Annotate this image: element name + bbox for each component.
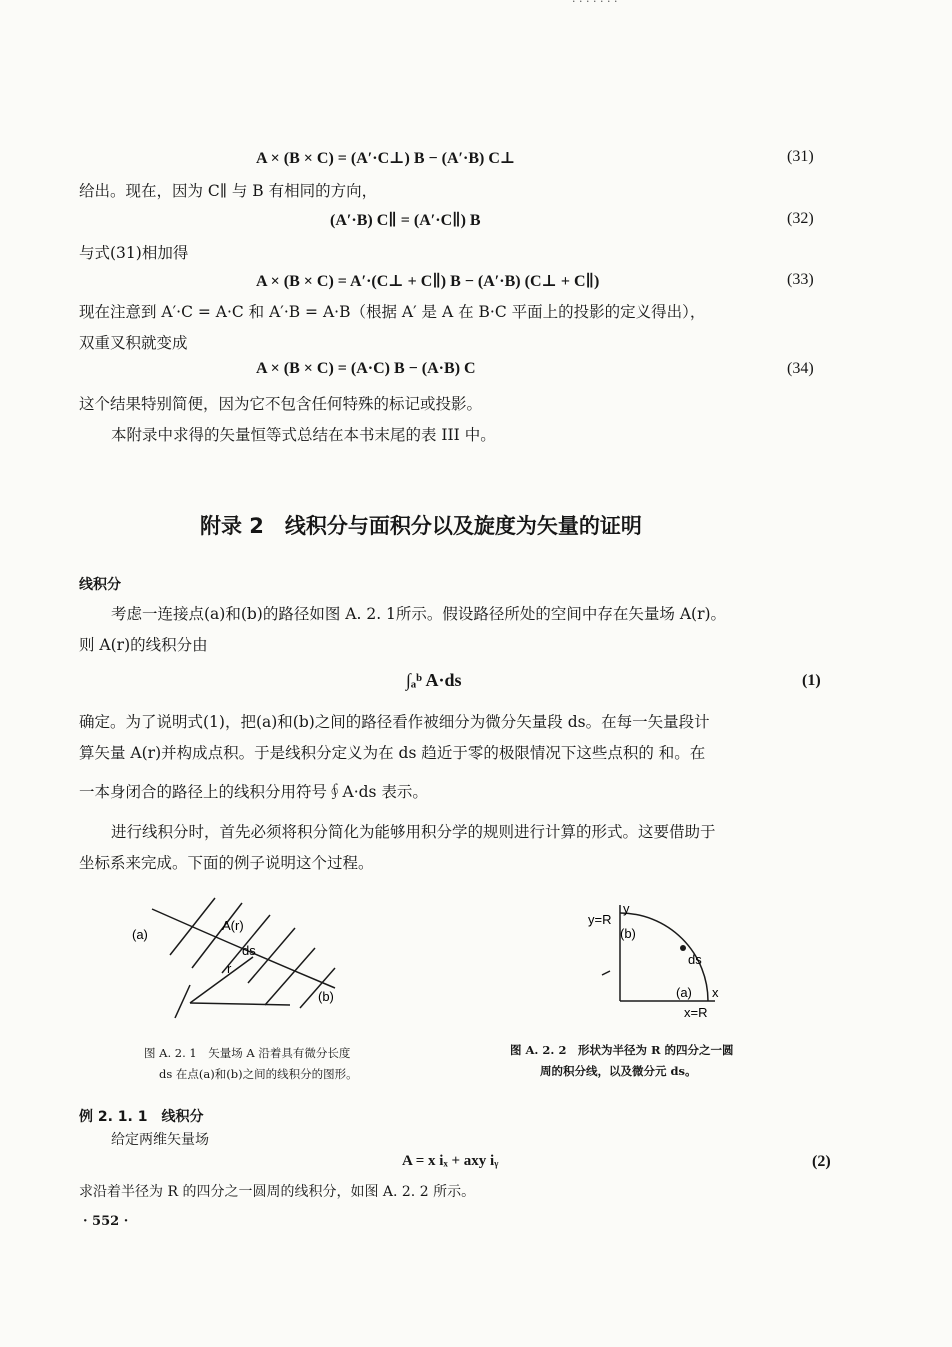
equation-33: A × (B × C) = A′·(C⊥ + C∥) B − (A′·B) (C⊥ + C∥) [256, 273, 600, 290]
section-heading: 线积分 [79, 577, 121, 593]
paragraph: 考虑一连接点(a)和(b)的路径如图 A. 2. 1所示。假设路径所处的空间中存在矢量场 A(r)。 [111, 605, 727, 623]
example-title: 例 2. 1. 1 线积分 [79, 1109, 204, 1125]
paragraph: 进行线积分时，首先必须将积分简化为能够用积分学的规则进行计算的形式。这要借助于 [111, 823, 716, 841]
paragraph: 坐标系来完成。下面的例子说明这个过程。 [79, 854, 374, 872]
paragraph: 双重叉积就变成 [79, 334, 188, 352]
paragraph: 给出。现在，因为 C∥ 与 B 有相同的方向， [79, 182, 378, 200]
paragraph: 确定。为了说明式(1)，把(a)和(b)之间的路径看作被细分为微分矢量段 ds。在每一矢量段计 [79, 713, 710, 731]
axis-line [190, 1003, 290, 1005]
figure-a-2-2 [580, 893, 740, 1028]
paragraph: 与式(31)相加得 [79, 244, 189, 262]
fig2-label-x: x [712, 985, 719, 1000]
figure-caption: 图 A. 2. 2 形状为半径为 R 的四分之一圆 [510, 1043, 734, 1057]
figure-caption: ds 在点(a)和(b)之间的线积分的图形。 [159, 1067, 358, 1081]
equation-32: (A′·B) C∥ = (A′·C∥) B [330, 212, 481, 229]
paragraph: 则 A(r)的线积分由 [79, 636, 208, 654]
fig1-label-Ar: A(r) [222, 918, 244, 933]
fig2-label-ds: ds [688, 952, 702, 967]
equation-31-number: (31) [787, 148, 814, 165]
equation-33-number: (33) [787, 271, 814, 288]
tick-mark [602, 971, 610, 975]
fig1-label-a: (a) [132, 927, 148, 942]
fig1-label-r: r [227, 961, 232, 976]
paragraph: 给定两维矢量场 [111, 1132, 209, 1148]
fig1-label-b: (b) [318, 989, 334, 1004]
equation-2: A = x iₓ + axy iᵧ [402, 1153, 499, 1169]
equation-32-number: (32) [787, 210, 814, 227]
paragraph: 算矢量 A(r)并构成点积。于是线积分定义为在 ds 趋近于零的极限情况下这些点积的 和。在 [79, 744, 706, 762]
equation-1: ∫ₐᵇ A·ds [406, 670, 462, 690]
paragraph: 一本身闭合的路径上的线积分用符号∮A·ds 表示。 [79, 783, 428, 801]
page-number: · 552 · [83, 1214, 129, 1229]
axis-line [175, 985, 190, 1018]
paragraph: 本附录中求得的矢量恒等式总结在本书末尾的表 III 中。 [111, 426, 496, 444]
fig2-label-y: y [623, 901, 630, 916]
figure-a-2-1 [130, 893, 390, 1023]
equation-2-number: (2) [812, 1153, 831, 1170]
fig1-label-ds: ds [242, 943, 256, 958]
figure-caption: 图 A. 2. 1 矢量场 A 沿着具有微分长度 [144, 1046, 351, 1060]
fig2-label-b: (b) [620, 926, 636, 941]
fig2-label-a: (a) [676, 985, 692, 1000]
position-vector-r [190, 957, 253, 1003]
equation-34-number: (34) [787, 360, 814, 377]
ds-point [680, 945, 686, 951]
equation-1-number: (1) [802, 672, 821, 689]
fig2-label-yR: y=R [588, 912, 612, 927]
fig2-label-xR: x=R [684, 1005, 708, 1020]
paragraph: 这个结果特别简便，因为它不包含任何特殊的标记或投影。 [79, 395, 483, 413]
appendix-title: 附录 2 线积分与面积分以及旋度为矢量的证明 [200, 514, 642, 538]
header-mark: · · · · · · · [572, 0, 618, 8]
equation-31: A × (B × C) = (A′·C⊥) B − (A′·B) C⊥ [256, 150, 516, 167]
paragraph: 求沿着半径为 R 的四分之一圆周的线积分，如图 A. 2. 2 所示。 [79, 1184, 476, 1200]
equation-34: A × (B × C) = (A·C) B − (A·B) C [256, 360, 476, 377]
paragraph: 现在注意到 A′·C = A·C 和 A′·B = A·B（根据 A′ 是 A 在 B·C 平面上的投影的定义得出）， [79, 303, 706, 321]
figure-caption: 周的积分线，以及微分元 ds。 [540, 1064, 697, 1078]
